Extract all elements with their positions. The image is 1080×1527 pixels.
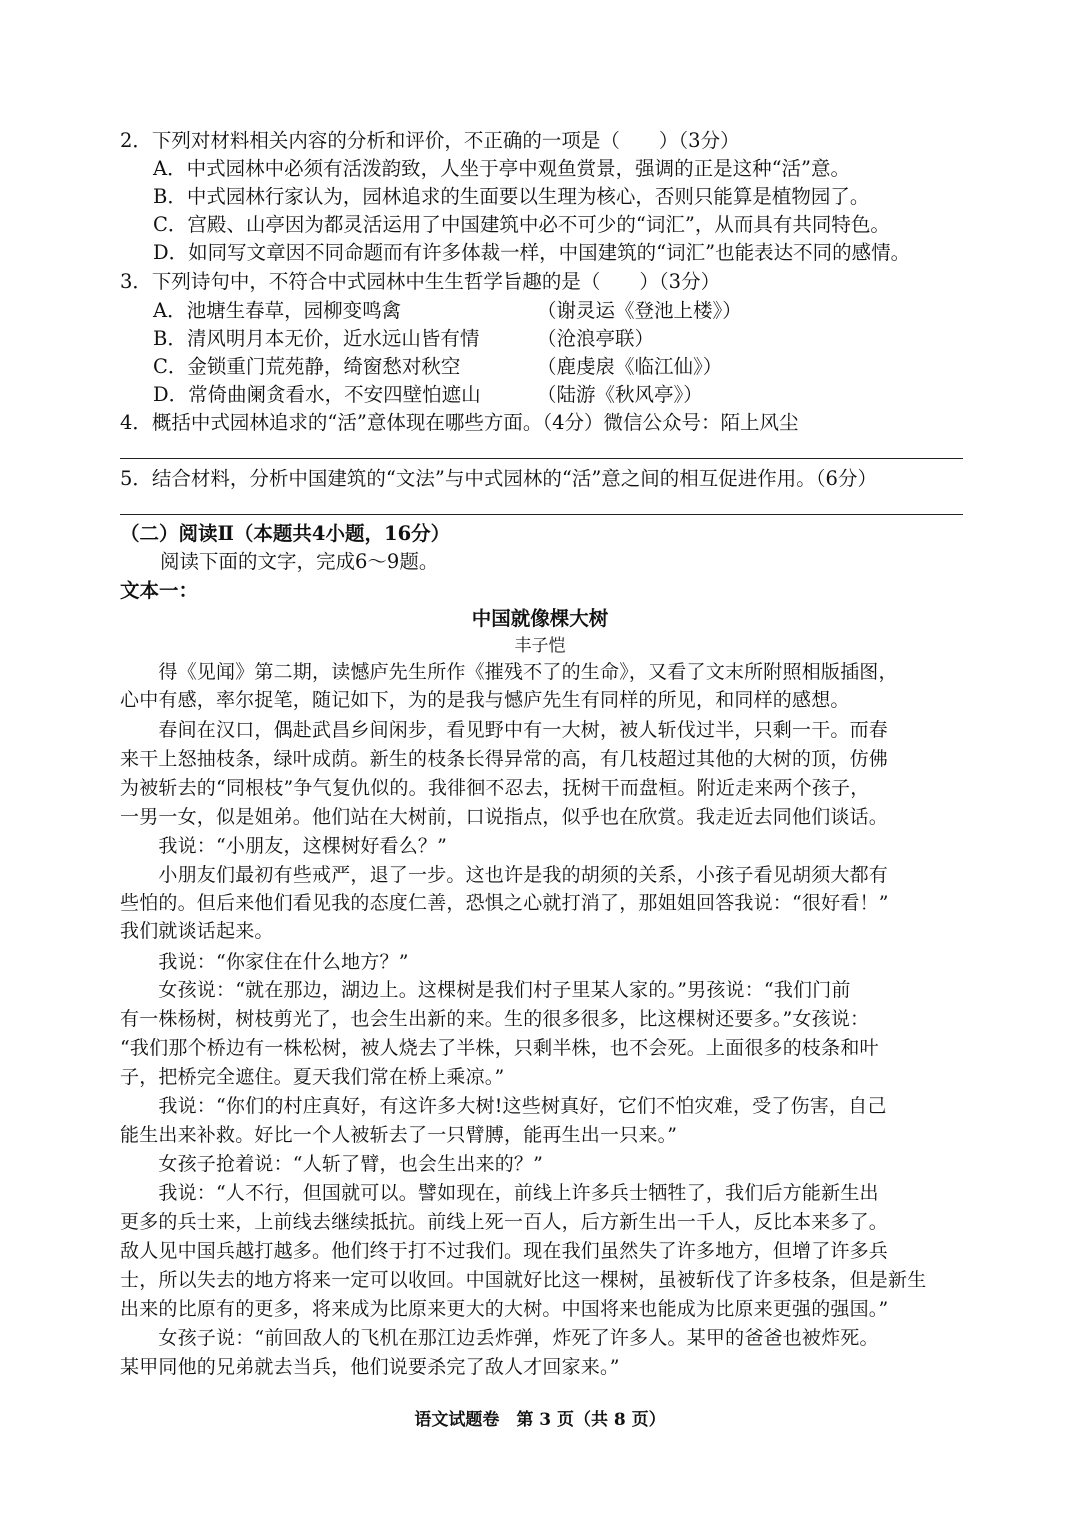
question-4: 4．概括中式园林追求的“活”意体现在哪些方面。（4分）微信公众号：陌上风尘 — [120, 411, 799, 434]
answer-line — [120, 514, 963, 515]
passage-line: 更多的兵士来，上前线去继续抵抗。前线上死一百人，后方新生出一千人，反比本来多了。 — [120, 1211, 889, 1233]
passage-line: 子，把桥完全遮住。夏天我们常在桥上乘凉。” — [120, 1066, 505, 1088]
passage-line: 我说：“你家住在什么地方？” — [120, 951, 409, 973]
passage-line: 我说：“人不行，但国就可以。譬如现在，前线上许多兵士牺牲了，我们后方能新生出 — [120, 1182, 879, 1204]
passage-line: 士，所以失去的地方将来一定可以收回。中国就好比这一棵树，虽被斩伐了许多枝条，但是新生 — [120, 1269, 927, 1291]
page-footer: 语文试题卷 第 3 页（共 8 页） — [414, 1410, 666, 1430]
passage-line: 女孩子说：“前回敌人的飞机在那江边丢炸弹，炸死了许多人。某甲的爸爸也被炸死。 — [120, 1327, 879, 1349]
passage-line: 我们就谈话起来。 — [120, 920, 274, 942]
passage-line: 来干上怒抽枝条，绿叶成荫。新生的枝条长得异常的高，有几枝超过其他的大树的顶，仿佛 — [120, 748, 889, 770]
passage-line: 某甲同他的兄弟就去当兵，他们说要杀完了敌人才回家来。” — [120, 1356, 620, 1378]
section-heading: （二）阅读Ⅱ（本题共4小题，16分） — [120, 522, 451, 545]
option-source: （鹿虔扆《临江仙》） — [537, 355, 723, 378]
question-2-option-a: A．中式园林中必须有活泼韵致，人坐于亭中观鱼赏景，强调的正是这种“活”意。 — [153, 157, 851, 180]
passage-line: 女孩子抢着说：“人斩了臂，也会生出来的？” — [120, 1153, 544, 1175]
option-source: （谢灵运《登池上楼》） — [537, 299, 742, 322]
option-line: D．常倚曲阑贪看水，不安四壁怕遮山 — [153, 383, 481, 406]
passage-line: 小朋友们最初有些戒严，退了一步。这也许是我的胡须的关系，小孩子看见胡须大都有 — [120, 864, 889, 886]
passage-line: 为被斩去的“同根枝”争气复仇似的。我徘徊不忍去，抚树干而盘桓。附近走来两个孩子， — [120, 777, 870, 799]
passage-line: 我说：“小朋友，这棵树好看么？” — [120, 835, 448, 857]
passage-line: 出来的比原有的更多，将来成为比原来更大的大树。中国将来也能成为比原来更强的强国。” — [120, 1298, 889, 1320]
passage-line: 一男一女，似是姐弟。他们站在大树前，口说指点，似乎也在欣赏。我走近去同他们谈话。 — [120, 806, 889, 828]
question-3-stem: 3．下列诗句中，不符合中式园林中生生哲学旨趣的是（ ）（3分） — [120, 270, 721, 293]
question-5: 5．结合材料，分析中国建筑的“文法”与中式园林的“活”意之间的相互促进作用。（6分） — [120, 467, 877, 490]
question-3-option-c — [153, 353, 953, 381]
reading-instruction: 阅读下面的文字，完成6～9题。 — [160, 550, 439, 573]
answer-line — [120, 458, 963, 459]
passage-line: 心中有感，率尔捉笔，随记如下，为的是我与憾庐先生有同样的所见，和同样的感想。 — [120, 689, 850, 711]
question-3-option-d — [153, 381, 953, 409]
option-line: B．清风明月本无价，近水远山皆有情 — [153, 327, 480, 350]
option-line: A．池塘生春草，园柳变鸣禽 — [153, 299, 402, 322]
passage-title: 中国就像棵大树 — [471, 607, 609, 630]
text-label: 文本一： — [120, 579, 199, 602]
passage-line: 些怕的。但后来他们看见我的态度仁善，恐惧之心就打消了，那姐姐回答我说：“很好看！” — [120, 892, 889, 914]
passage-line: 能生出来补救。好比一个人被斩去了一只臂膊，能再生出一只来。” — [120, 1124, 678, 1146]
question-2-option-c: C．宫殿、山亭因为都灵活运用了中国建筑中必不可少的“词汇”，从而具有共同特色。 — [153, 213, 890, 236]
passage-line: 有一株杨树，树枝剪光了，也会生出新的来。生的很多很多，比这棵树还要多。”女孩说： — [120, 1008, 870, 1030]
question-3-option-b — [153, 325, 953, 353]
passage-line: 得《见闻》第二期，读憾庐先生所作《摧残不了的生命》，又看了文末所附照相版插图， — [120, 661, 898, 683]
question-2-option-b: B．中式园林行家认为，园林追求的生面要以生理为核心，否则只能算是植物园了。 — [153, 185, 870, 208]
option-line: C．金锁重门荒苑静，绮窗愁对秋空 — [153, 355, 461, 378]
passage-author: 丰子恺 — [514, 636, 566, 656]
question-3-option-a — [153, 297, 953, 325]
passage-line: 女孩说：“就在那边，湖边上。这棵树是我们村子里某人家的。”男孩说：“我们门前 — [120, 979, 851, 1001]
option-source: （陆游《秋风亭》） — [537, 383, 703, 406]
passage-line: 敌人见中国兵越打越多。他们终于打不过我们。现在我们虽然失了许多地方，但增了许多兵 — [120, 1240, 889, 1262]
passage-line: 我说：“你们的村庄真好，有这许多大树!这些树真好，它们不怕灾难，受了伤害，自己 — [120, 1095, 887, 1117]
question-2-option-d: D．如同写文章因不同命题而有许多体裁一样，中国建筑的“词汇”也能表达不同的感情。 — [153, 241, 911, 264]
option-source: （沧浪亭联） — [537, 327, 655, 350]
passage-line: “我们那个桥边有一株松树，被人烧去了半株，只剩半株，也不会死。上面很多的枝条和叶 — [120, 1037, 879, 1059]
question-2-stem: 2．下列对材料相关内容的分析和评价，不正确的一项是（ ）（3分） — [120, 129, 740, 152]
passage-line: 春间在汉口，偶赴武昌乡间闲步，看见野中有一大树，被人斩伐过半，只剩一干。而春 — [120, 719, 889, 741]
